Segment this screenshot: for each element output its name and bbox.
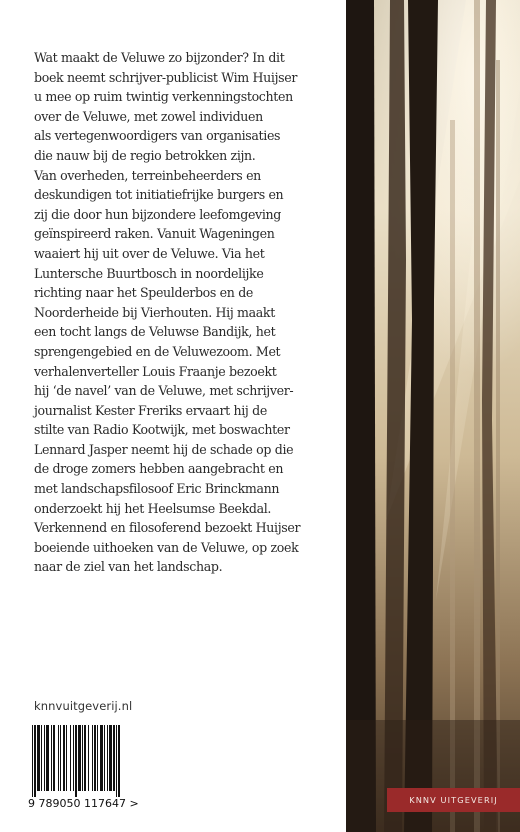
blurb-line: boeiende uithoeken van de Veluwe, op zoek bbox=[34, 539, 299, 555]
barcode-bar bbox=[37, 725, 40, 791]
barcode-bar bbox=[118, 725, 120, 797]
blurb-line: Lennard Jasper neemt hij de schade op die bbox=[34, 441, 294, 457]
barcode-bar bbox=[78, 725, 81, 791]
barcode-bar bbox=[113, 725, 115, 791]
barcode-bar bbox=[34, 725, 36, 797]
barcode-bar bbox=[32, 725, 33, 797]
barcode-bar bbox=[51, 725, 52, 791]
barcode-bar bbox=[97, 725, 98, 791]
barcode-bar bbox=[92, 725, 93, 791]
barcode-bar bbox=[70, 725, 71, 791]
barcode-bar bbox=[82, 725, 83, 791]
barcode-bar bbox=[109, 725, 112, 791]
blurb-line: met landschapsfilosoof Eric Brinckmann bbox=[34, 481, 280, 497]
barcode-bar bbox=[58, 725, 59, 791]
blurb-line: naar de ziel van het landschap. bbox=[34, 559, 223, 575]
forest-photo bbox=[346, 0, 520, 832]
blurb-line: boek neemt schrijver-publicist Wim Huijser bbox=[34, 69, 298, 85]
blurb-line: zij die door hun bijzondere leefomgeving bbox=[34, 206, 281, 222]
barcode-bar bbox=[75, 725, 77, 797]
barcode-bar bbox=[66, 725, 67, 791]
barcode-bar bbox=[94, 725, 96, 791]
barcode-bar bbox=[44, 725, 45, 791]
blurb-line: journalist Kester Freriks ervaart hij de bbox=[34, 402, 267, 418]
barcode-bar bbox=[84, 725, 86, 791]
blurb-line: over de Veluwe, met zowel individuen bbox=[34, 108, 263, 124]
blurb-line: als vertegenwoordigers van organisaties bbox=[34, 128, 281, 144]
blurb-line: richting naar het Speulderbos en de bbox=[34, 285, 254, 301]
blurb-line: Luntersche Buurtbosch in noordelijke bbox=[34, 265, 264, 281]
blurb-line: Verkennend en filosoferend bezoekt Huijser bbox=[34, 520, 301, 536]
blurb-line: u mee op ruim twintig verkenningstochten bbox=[34, 89, 293, 105]
blurb-line: de droge zomers hebben aangebracht en bbox=[34, 461, 284, 477]
blurb-line: deskundigen tot initiatiefrijke burgers en bbox=[34, 187, 284, 203]
barcode-bar bbox=[63, 725, 65, 791]
blurb-line: hij ‘de navel’ van de Veluwe, met schrijver- bbox=[34, 383, 294, 399]
blurb-line: waaiert hij uit over de Veluwe. Via het bbox=[34, 245, 265, 261]
blurb-line: onderzoekt hij het Heelsumse Beekdal. bbox=[34, 500, 272, 516]
blurb-line: stilte van Radio Kootwijk, met boswachter bbox=[34, 422, 290, 438]
barcode-bar bbox=[46, 725, 49, 791]
blurb-line: sprengengebied en de Veluwezoom. Met bbox=[34, 343, 281, 359]
barcode-bar bbox=[41, 725, 42, 791]
barcode-digits: 9 789050 117647 > bbox=[28, 797, 139, 810]
blurb-line: Wat maakt de Veluwe zo bijzonder? In dit bbox=[34, 50, 285, 65]
blurb-line: Van overheden, terreinbeheerders en bbox=[34, 167, 261, 183]
barcode-bar bbox=[104, 725, 105, 791]
publisher-badge: KNNV UITGEVERIJ bbox=[387, 788, 520, 812]
barcode-bar bbox=[107, 725, 108, 791]
barcode-bar bbox=[73, 725, 74, 791]
barcode-bar bbox=[100, 725, 103, 791]
blurb-line: een tocht langs de Veluwse Bandijk, het bbox=[34, 324, 276, 340]
blurb-line: die nauw bij de regio betrokken zijn. bbox=[34, 147, 256, 163]
blurb-line: Noorderheide bij Vierhouten. Hij maakt bbox=[34, 304, 275, 320]
barcode-bar bbox=[60, 725, 61, 791]
blurb-line: verhalenverteller Louis Fraanje bezoekt bbox=[34, 363, 277, 379]
blurb-text bbox=[34, 48, 340, 577]
barcode-bar bbox=[88, 725, 89, 791]
blurb-line: geïnspireerd raken. Vanuit Wageningen bbox=[34, 226, 275, 242]
publisher-website: knnvuitgeverij.nl bbox=[34, 699, 133, 713]
barcode-bar bbox=[116, 725, 117, 797]
barcode-bar bbox=[53, 725, 55, 791]
